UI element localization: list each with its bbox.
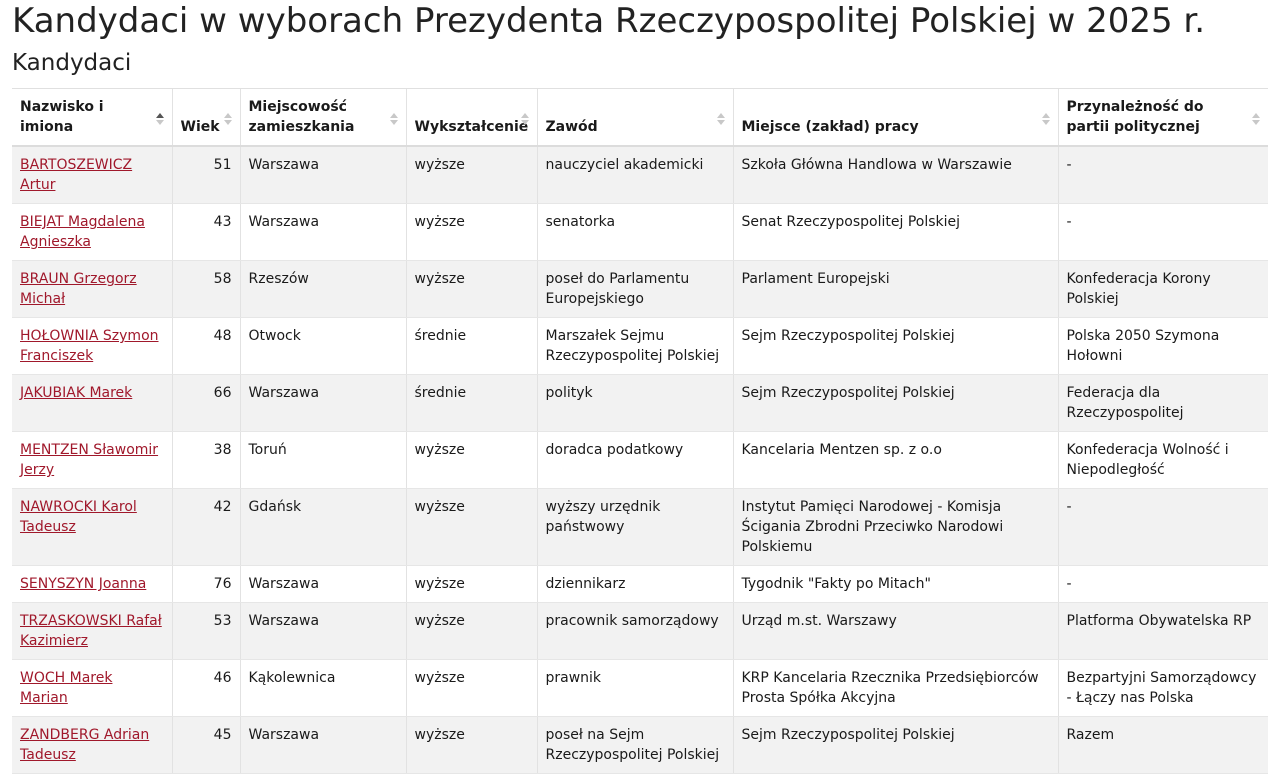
sort-icon[interactable] — [521, 111, 529, 127]
candidate-name-link[interactable]: JAKUBIAK Marek — [20, 385, 133, 401]
cell-education: wyższe — [406, 717, 537, 774]
cell-workplace: Senat Rzeczypospolitej Polskiej — [733, 204, 1058, 261]
cell-city: Gdańsk — [240, 489, 406, 566]
cell-education: wyższe — [406, 660, 537, 717]
cell-profession: pracownik samorządowy — [537, 603, 733, 660]
cell-workplace: KRP Kancelaria Rzecznika Przedsiębiorców Prosta Spółka Akcyjna — [733, 660, 1058, 717]
table-row — [12, 432, 1268, 489]
cell-workplace: Sejm Rzeczypospolitej Polskiej — [733, 318, 1058, 375]
table-row — [12, 318, 1268, 375]
column-header-education[interactable] — [406, 89, 537, 147]
cell-age: 76 — [172, 566, 240, 603]
table-row — [12, 566, 1268, 603]
column-header-label: Zawód — [545, 119, 598, 135]
candidate-name-link[interactable]: SENYSZYN Joanna — [20, 576, 147, 592]
sort-icon[interactable] — [390, 111, 398, 127]
candidate-name-link[interactable]: BARTOSZEWICZ Artur — [20, 157, 133, 193]
cell-party: - — [1058, 489, 1268, 566]
cell-profession: polityk — [537, 375, 733, 432]
cell-city: Warszawa — [240, 603, 406, 660]
cell-workplace: Instytut Pamięci Narodowej - Komisja Ścigania Zbrodni Przeciwko Narodowi Polskiemu — [733, 489, 1058, 566]
column-header-profession[interactable] — [537, 89, 733, 147]
candidate-name-link[interactable]: BIEJAT Magdalena Agnieszka — [20, 214, 145, 250]
page-title: Kandydaci w wyborach Prezydenta Rzeczypospolitej Polskiej w 2025 r. — [12, 1, 1206, 41]
sort-icon[interactable] — [1252, 111, 1260, 127]
column-header-label: Wiek — [180, 119, 220, 135]
candidate-name-link[interactable]: WOCH Marek Marian — [20, 670, 113, 706]
candidates-table — [12, 88, 1268, 774]
sort-ascending-icon[interactable] — [156, 111, 164, 127]
cell-party: Konfederacja Wolność i Niepodległość — [1058, 432, 1268, 489]
cell-city: Warszawa — [240, 146, 406, 204]
cell-name — [12, 375, 172, 432]
cell-name — [12, 660, 172, 717]
cell-party: Federacja dla Rzeczypospolitej — [1058, 375, 1268, 432]
candidate-name-link[interactable]: HOŁOWNIA Szymon Franciszek — [20, 328, 159, 364]
cell-name — [12, 204, 172, 261]
cell-age: 45 — [172, 717, 240, 774]
column-header-city[interactable] — [240, 89, 406, 147]
header-row — [12, 89, 1268, 147]
cell-name — [12, 146, 172, 204]
cell-workplace: Parlament Europejski — [733, 261, 1058, 318]
page-subtitle: Kandydaci — [12, 50, 132, 76]
column-header-name[interactable] — [12, 89, 172, 147]
candidate-name-link[interactable]: NAWROCKI Karol Tadeusz — [20, 499, 137, 535]
candidate-name-link[interactable]: ZANDBERG Adrian Tadeusz — [20, 727, 150, 763]
cell-party: Polska 2050 Szymona Hołowni — [1058, 318, 1268, 375]
cell-age: 42 — [172, 489, 240, 566]
cell-profession: wyższy urzędnik państwowy — [537, 489, 733, 566]
cell-profession: doradca podatkowy — [537, 432, 733, 489]
column-header-label: Nazwisko i imiona — [20, 99, 104, 135]
cell-age: 66 — [172, 375, 240, 432]
cell-profession: poseł do Parlamentu Europejskiego — [537, 261, 733, 318]
cell-profession: nauczyciel akademicki — [537, 146, 733, 204]
cell-name — [12, 603, 172, 660]
column-header-label: Przynależność do partii politycznej — [1066, 99, 1204, 135]
cell-party: Konfederacja Korony Polskiej — [1058, 261, 1268, 318]
cell-party: - — [1058, 204, 1268, 261]
cell-city: Toruń — [240, 432, 406, 489]
cell-party: Razem — [1058, 717, 1268, 774]
cell-profession: dziennikarz — [537, 566, 733, 603]
cell-workplace: Tygodnik "Fakty po Mitach" — [733, 566, 1058, 603]
cell-age: 43 — [172, 204, 240, 261]
cell-city: Kąkolewnica — [240, 660, 406, 717]
sort-icon[interactable] — [1042, 111, 1050, 127]
cell-workplace: Kancelaria Mentzen sp. z o.o — [733, 432, 1058, 489]
cell-age: 51 — [172, 146, 240, 204]
table-body — [12, 146, 1268, 774]
cell-profession: senatorka — [537, 204, 733, 261]
cell-education: wyższe — [406, 146, 537, 204]
column-header-workplace[interactable] — [733, 89, 1058, 147]
cell-profession: prawnik — [537, 660, 733, 717]
table-row — [12, 489, 1268, 566]
candidate-name-link[interactable]: BRAUN Grzegorz Michał — [20, 271, 137, 307]
cell-workplace: Szkoła Główna Handlowa w Warszawie — [733, 146, 1058, 204]
cell-name — [12, 261, 172, 318]
cell-city: Otwock — [240, 318, 406, 375]
table-row — [12, 146, 1268, 204]
cell-workplace: Urząd m.st. Warszawy — [733, 603, 1058, 660]
table-header — [12, 89, 1268, 147]
cell-city: Warszawa — [240, 717, 406, 774]
table-row — [12, 261, 1268, 318]
table-row — [12, 717, 1268, 774]
cell-party: Bezpartyjni Samorządowcy - Łączy nas Polska — [1058, 660, 1268, 717]
cell-age: 46 — [172, 660, 240, 717]
cell-age: 38 — [172, 432, 240, 489]
cell-education: wyższe — [406, 489, 537, 566]
cell-age: 48 — [172, 318, 240, 375]
cell-workplace: Sejm Rzeczypospolitej Polskiej — [733, 375, 1058, 432]
cell-profession: Marszałek Sejmu Rzeczypospolitej Polskiej — [537, 318, 733, 375]
cell-name — [12, 566, 172, 603]
table-row — [12, 204, 1268, 261]
cell-age: 53 — [172, 603, 240, 660]
cell-education: wyższe — [406, 432, 537, 489]
cell-name — [12, 318, 172, 375]
cell-city: Warszawa — [240, 566, 406, 603]
cell-party: Platforma Obywatelska RP — [1058, 603, 1268, 660]
candidate-name-link[interactable]: TRZASKOWSKI Rafał Kazimierz — [20, 613, 162, 649]
column-header-label: Wykształcenie — [414, 119, 529, 135]
cell-education: średnie — [406, 318, 537, 375]
cell-name — [12, 717, 172, 774]
candidate-name-link[interactable]: MENTZEN Sławomir Jerzy — [20, 442, 159, 478]
cell-education: wyższe — [406, 566, 537, 603]
column-header-age[interactable] — [172, 89, 240, 147]
column-header-label: Miejsce (zakład) pracy — [741, 119, 919, 135]
cell-education: średnie — [406, 375, 537, 432]
cell-education: wyższe — [406, 603, 537, 660]
table-row — [12, 603, 1268, 660]
cell-city: Warszawa — [240, 204, 406, 261]
cell-age: 58 — [172, 261, 240, 318]
cell-profession: poseł na Sejm Rzeczypospolitej Polskiej — [537, 717, 733, 774]
sort-icon[interactable] — [224, 111, 232, 127]
cell-city: Warszawa — [240, 375, 406, 432]
sort-icon[interactable] — [717, 111, 725, 127]
cell-education: wyższe — [406, 204, 537, 261]
column-header-label: Miejscowość zamieszkania — [248, 99, 355, 135]
table-row — [12, 375, 1268, 432]
cell-workplace: Sejm Rzeczypospolitej Polskiej — [733, 717, 1058, 774]
column-header-party[interactable] — [1058, 89, 1268, 147]
cell-name — [12, 489, 172, 566]
cell-name — [12, 432, 172, 489]
table-row — [12, 660, 1268, 717]
cell-party: - — [1058, 146, 1268, 204]
cell-party: - — [1058, 566, 1268, 603]
cell-city: Rzeszów — [240, 261, 406, 318]
cell-education: wyższe — [406, 261, 537, 318]
